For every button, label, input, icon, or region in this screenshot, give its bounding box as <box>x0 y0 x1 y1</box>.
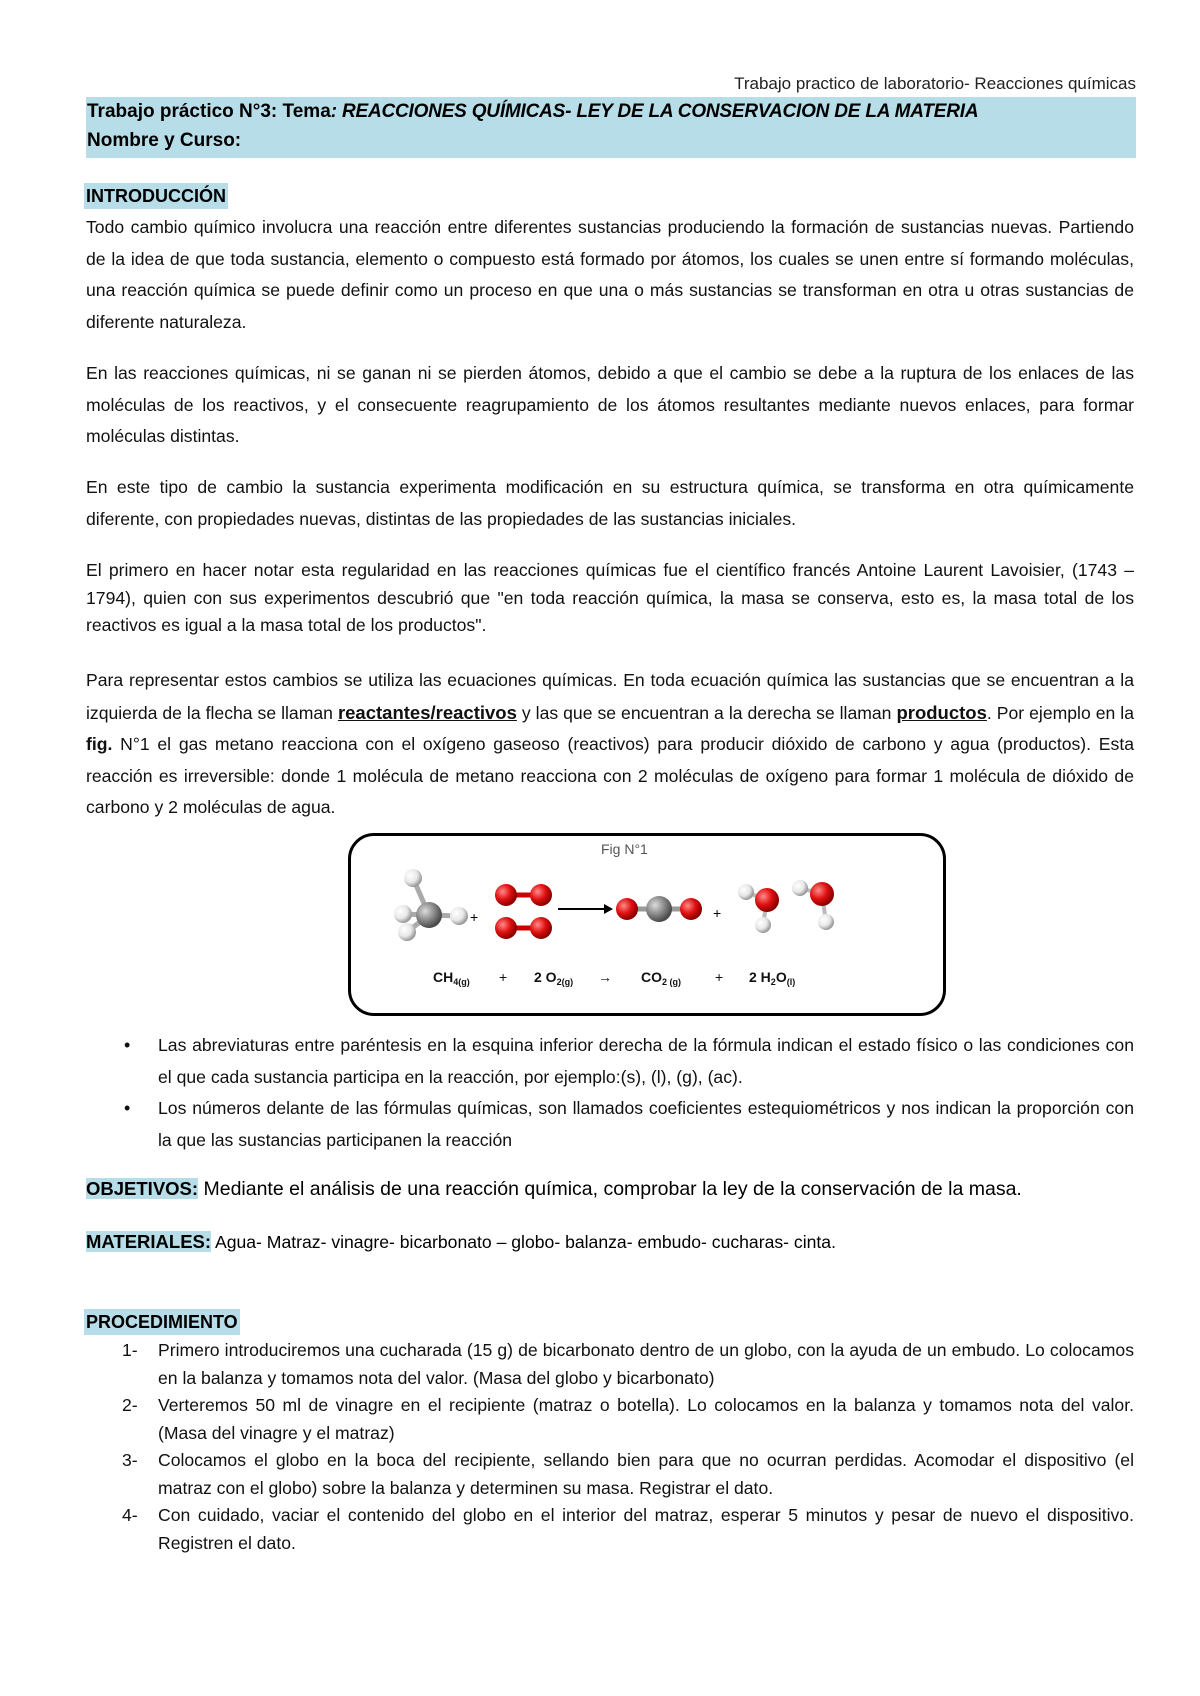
list-item <box>86 1030 1134 1093</box>
objetivos-line <box>86 1178 1022 1201</box>
procedure-step <box>86 1502 1134 1557</box>
eq-plus-1: + <box>499 969 508 985</box>
materiales-line <box>86 1231 836 1253</box>
figure-caption: Fig N°1 <box>601 841 648 857</box>
step-number: 2- <box>122 1395 138 1415</box>
plus-sign-2: + <box>713 905 722 921</box>
reaction-figure <box>348 833 946 1016</box>
notes-list <box>86 1030 1134 1156</box>
procedimiento-heading: PROCEDIMIENTO <box>84 1309 240 1335</box>
list-item <box>86 1093 1134 1156</box>
bullet-icon: • <box>124 1098 131 1118</box>
bullet-icon: • <box>124 1035 131 1055</box>
title-prefix: Trabajo práctico N°3: Tema <box>87 101 331 122</box>
step-number: 1- <box>122 1340 138 1360</box>
productos-term: productos <box>896 701 987 723</box>
chemical-equation <box>433 969 795 987</box>
step-text: Primero introduciremos una cucharada (15 g) de bicarbonato dentro de un globo, con la ayuda de un embudo. Lo colocamos en la balanza y tomamos nota del valor. (Masa del globo y bicarbonato) <box>158 1340 1134 1388</box>
fig-ref: fig. <box>86 734 113 754</box>
p5-text-c: . Por ejemplo en la <box>986 702 1134 723</box>
bullet-text: Las abreviaturas entre paréntesis en la esquina inferior derecha de la fórmula indican el estado físico o las condiciones con el que cada sustancia participa en la reacción, por ejemplo:(s), (l), (g), (ac). <box>158 1035 1134 1087</box>
reactantes-term: reactantes/reactivos <box>337 701 517 723</box>
title-line <box>86 97 1136 126</box>
water-molecules <box>738 880 834 933</box>
p5-text-b: y las que se encuentran a la derecha se llaman <box>516 702 897 723</box>
step-text: Colocamos el globo en la boca del recipiente, sellando bien para que no ocurran perdidas. Acomodar el dispositivo (el matraz con el globo) sobre la balanza y determinen su masa. Registrar el dato. <box>158 1450 1134 1498</box>
step-text: Con cuidado, vaciar el contenido del globo en el interior del matraz, esperar 5 minutos y pesar de nuevo el dispositivo. Registren el dato. <box>158 1505 1134 1553</box>
bullet-text: Los números delante de las fórmulas químicas, son llamados coeficientes estequiométricos y nos indican la proporción con la que las sustancias participanen la reacción <box>158 1098 1134 1150</box>
eq-h2o: 2 $H_2O_{(l)}$ <box>749 969 796 987</box>
plus-sign-1: + <box>470 909 479 925</box>
p5-text-d: N°1 el gas metano reacciona con el oxígeno gaseoso (reactivos) para producir dióxido de carbono y agua (productos). Esta reacción es irreversible: donde 1 molécula de metano reacciona con 2 moléculas de oxígeno para formar 1 molécula de dióxido de carbono y 2 moléculas de agua. <box>86 734 1134 817</box>
procedure-step <box>86 1337 1134 1392</box>
name-course-line: Nombre y Curso: <box>87 130 242 151</box>
objetivos-label: OBJETIVOS: <box>86 1178 199 1199</box>
procedure-steps <box>86 1337 1134 1557</box>
materiales-label: MATERIALES: <box>86 1231 212 1252</box>
eq-co2: $CO_{2 (g)}$ <box>641 969 681 987</box>
step-text: Verteremos 50 ml de vinagre en el recipiente (matraz o botella). Lo colocamos en la balanza y tomamos nota del valor. (Masa del vinagre y el matraz) <box>158 1395 1134 1443</box>
eq-plus-2: + <box>715 969 724 985</box>
eq-o2: 2 $O_{2(g)}$ <box>534 969 574 987</box>
intro-paragraph-4: El primero en hacer notar esta regularidad en las reacciones químicas fue el científico francés Antoine Laurent Lavoisier, (1743 – 1794), quien con sus experimentos descubrió que "en toda reacción química, la masa se conserva, esto es, la masa total de los reactivos es igual a la masa total de los productos". <box>86 560 1134 635</box>
eq-ch4: $CH_{4(g)}$ <box>433 969 470 987</box>
intro-paragraph-5 <box>86 665 1134 824</box>
reaction-arrow <box>558 904 613 914</box>
procedure-step <box>86 1447 1134 1502</box>
title-topic: : REACCIONES QUÍMICAS- LEY DE LA CONSERVACION DE LA MATERIA <box>330 101 979 122</box>
eq-arrow: → <box>598 969 612 985</box>
intro-paragraph-3: En este tipo de cambio la sustancia experimenta modificación en su estructura química, se transforma en otra químicamente diferente, con propiedades nuevas, distintas de las propiedades de las sustancias iniciales. <box>86 477 1134 529</box>
p5-text-a: Para representar estos cambios se utiliza las ecuaciones químicas. En toda ecuación química las sustancias que se encuentran a la izquierda de la flecha se llaman <box>86 670 1134 723</box>
oxygen-molecules <box>495 884 552 939</box>
intro-heading: INTRODUCCIÓN <box>84 183 228 209</box>
carbon-dioxide-molecule <box>616 896 702 922</box>
procedure-step <box>86 1392 1134 1447</box>
materiales-text: Agua- Matraz- vinagre- bicarbonato – globo- balanza- embudo- cucharas- cinta. <box>211 1232 836 1252</box>
reaction-diagram <box>351 836 943 1013</box>
step-number: 4- <box>122 1505 138 1525</box>
intro-paragraph-2: En las reacciones químicas, ni se ganan ni se pierden átomos, debido a que el cambio se debe a la ruptura de los enlaces de las moléculas de los reactivos, y el consecuente reagrupamiento de los átomos resultantes mediante nuevos enlaces, para formar moléculas distintas. <box>86 363 1134 446</box>
objetivos-text: Mediante el análisis de una reacción química, comprobar la ley de la conservación de la masa. <box>198 1178 1022 1200</box>
running-header: Trabajo practico de laboratorio- Reacciones químicas <box>734 74 1136 93</box>
methane-molecule <box>394 869 468 941</box>
title-block <box>86 97 1136 158</box>
step-number: 3- <box>122 1450 138 1470</box>
intro-paragraph-1: Todo cambio químico involucra una reacción entre diferentes sustancias produciendo la formación de sustancias nuevas. Partiendo de la idea de que toda sustancia, elemento o compuesto está formado por átomos, los cuales se unen entre sí formando moléculas, una reacción química se puede definir como un proceso en que una o más sustancias se transforman en otra u otras sustancias de diferente naturaleza. <box>86 217 1134 332</box>
